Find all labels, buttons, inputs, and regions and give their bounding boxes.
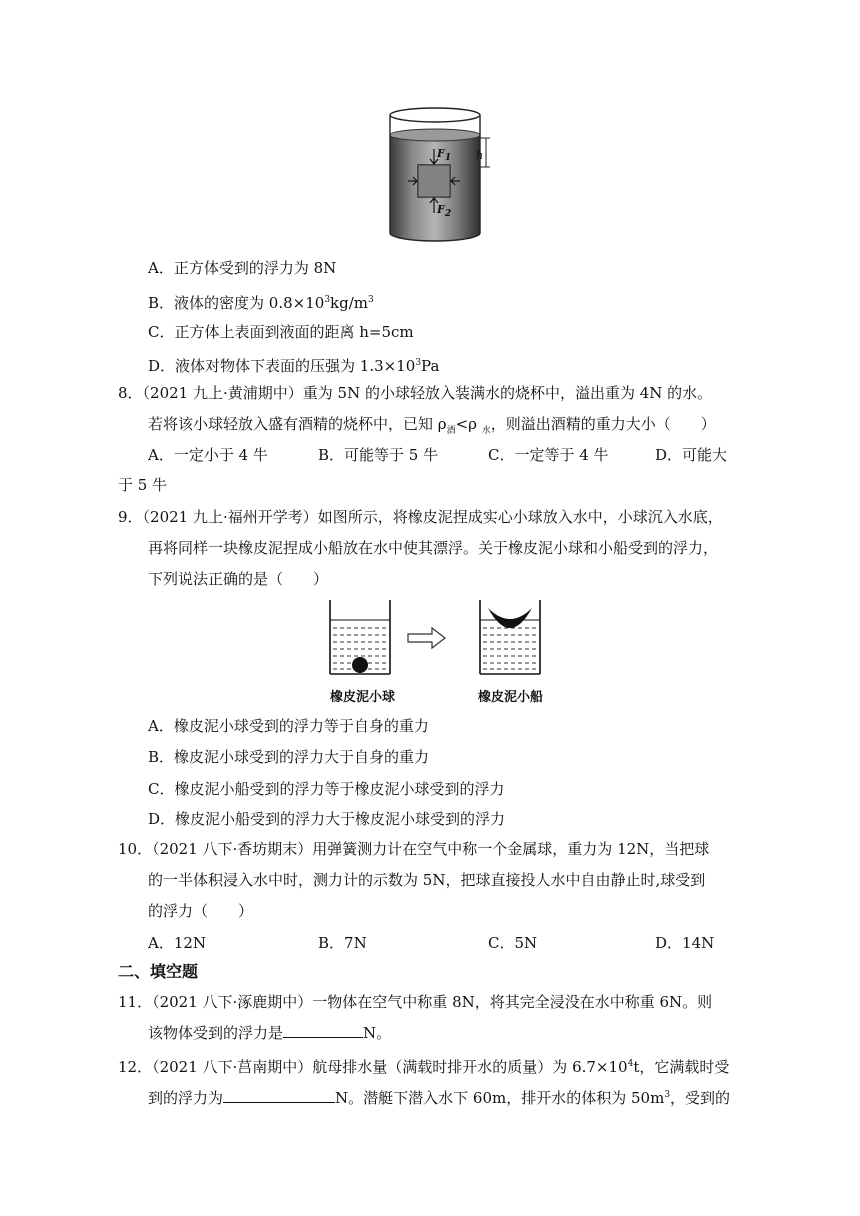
clay-figure-svg bbox=[320, 598, 560, 678]
q8-option-b: B．可能等于 5 牛 bbox=[318, 446, 439, 464]
q7-option-a: A．正方体受到的浮力为 8N bbox=[148, 259, 337, 277]
beaker-cube-figure bbox=[378, 105, 498, 245]
q9-option-d: D．橡皮泥小船受到的浮力大于橡皮泥小球受到的浮力 bbox=[148, 810, 506, 828]
q10-option-b: B．7N bbox=[318, 934, 367, 952]
q7-option-c: C．正方体上表面到液面的距离 h=5cm bbox=[148, 323, 414, 341]
label-f2: $F_2$ bbox=[437, 203, 452, 220]
q7-option-b: B．液体的密度为 $0.8\times 10^3kg/m^3$ bbox=[148, 294, 374, 312]
label-f1: $F_1$ bbox=[437, 147, 452, 164]
q11-answer-blank[interactable] bbox=[283, 1023, 363, 1038]
label-h: h bbox=[476, 149, 484, 162]
q9-option-a: A．橡皮泥小球受到的浮力等于自身的重力 bbox=[148, 717, 429, 735]
q9-line-1: 9．（2021 九上·福州开学考）如图所示，将橡皮泥捏成实心小球放入水中，小球沉入水底， bbox=[118, 508, 723, 526]
clay-boat-label: 橡皮泥小船 bbox=[478, 690, 544, 705]
q12-line-2: 到的浮力为 N。潜艇下潜入水下 60m，排开水的体积为 $50m^3$，受到的 bbox=[148, 1089, 731, 1107]
q8-option-d-continued: 于 5 牛 bbox=[118, 476, 168, 494]
section-heading-fill-in: 二、填空题 bbox=[118, 962, 199, 981]
q10-option-d: D．14N bbox=[655, 934, 715, 952]
q8-line-2: 若将该小球轻放入盛有酒精的烧杯中，已知 $\rho_酒<\rho$ $_水$，则溢出酒精的重力大小（ ） bbox=[148, 415, 716, 436]
q8-line-1: 8．（2021 九上·黄浦期中）重为 5N 的小球轻放入装满水的烧杯中，溢出重为 4N 的水。 bbox=[118, 384, 713, 402]
q10-option-c: C．5N bbox=[488, 934, 538, 952]
q7-option-d: D．液体对物体下表面的压强为 $1.3\times 10^3Pa$ bbox=[148, 357, 440, 375]
q11-line-1: 11．（2021 八下·涿鹿期中）一物体在空气中称重 8N，将其完全浸没在水中称重 6N。则 bbox=[118, 993, 713, 1011]
q8-option-d: D．可能大 bbox=[655, 446, 728, 464]
beaker-cube-svg bbox=[378, 105, 498, 245]
q8-option-c: C．一定等于 4 牛 bbox=[488, 446, 609, 464]
q12-line-1: 12．（2021 八下·莒南期中）航母排水量（满载时排开水的质量）为 $6.7\times 10^4t$，它满载时受 bbox=[118, 1058, 730, 1076]
q8-option-a: A．一定小于 4 牛 bbox=[148, 446, 268, 464]
clay-figure bbox=[320, 598, 560, 708]
q9-option-b: B．橡皮泥小球受到的浮力大于自身的重力 bbox=[148, 748, 430, 766]
q9-option-c: C．橡皮泥小船受到的浮力等于橡皮泥小球受到的浮力 bbox=[148, 780, 505, 798]
q11-line-2: 该物体受到的浮力是 N。 bbox=[148, 1024, 392, 1042]
q10-line-2: 的一半体积浸入水中时，测力计的示数为 5N，把球直接投人水中自由静止时,球受到 bbox=[148, 871, 706, 889]
q9-line-2: 再将同样一块橡皮泥捏成小船放在水中使其漂浮。关于橡皮泥小球和小船受到的浮力， bbox=[148, 539, 719, 557]
q10-line-3: 的浮力（ ） bbox=[148, 902, 254, 920]
q10-line-1: 10．（2021 八下·香坊期末）用弹簧测力计在空气中称一个金属球，重力为 12N，当把球 bbox=[118, 840, 710, 858]
clay-ball-label: 橡皮泥小球 bbox=[330, 690, 396, 705]
q10-option-a: A．12N bbox=[148, 934, 207, 952]
q9-line-3: 下列说法正确的是（ ） bbox=[148, 570, 329, 588]
q12-answer-blank[interactable] bbox=[223, 1088, 335, 1103]
